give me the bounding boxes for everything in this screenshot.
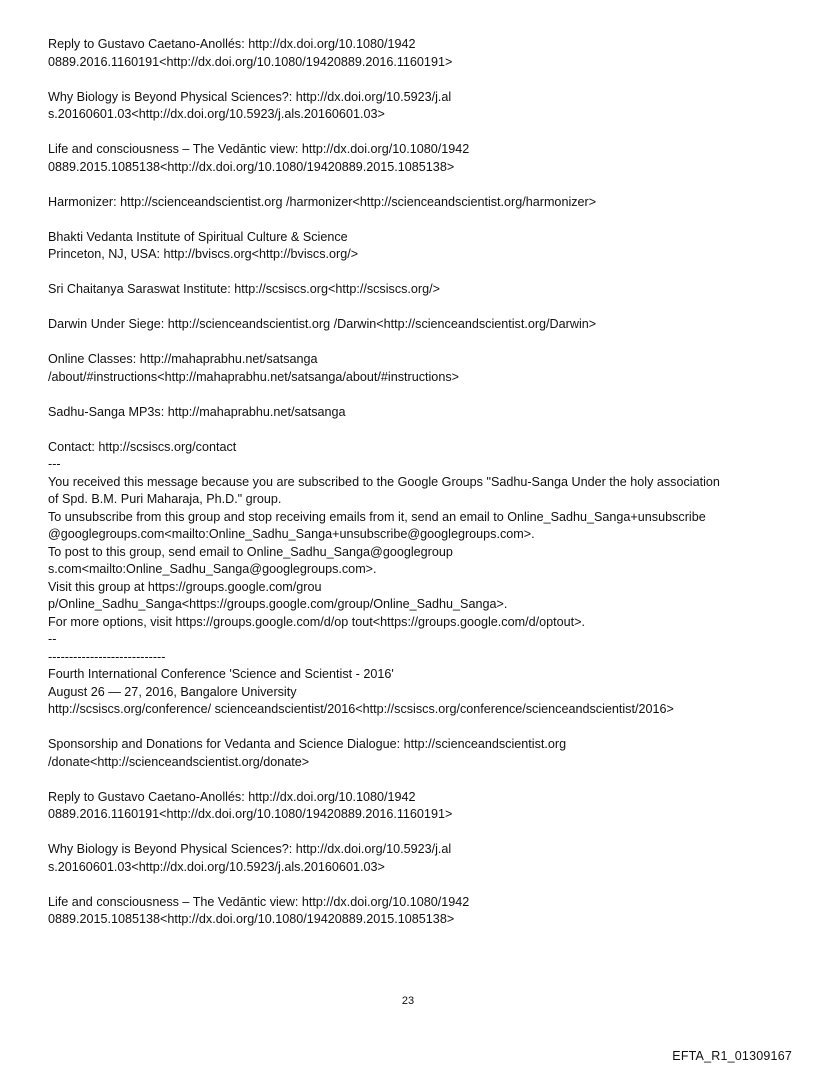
text-line: Reply to Gustavo Caetano-Anollés: http://dx.doi.org/10.1080/1942 xyxy=(48,789,416,804)
text-block xyxy=(48,281,788,299)
text-block xyxy=(48,404,788,422)
text-line: For more options, visit https://groups.google.com/d/op tout<https://groups.google.com/d/optout>. xyxy=(48,614,585,629)
text-line: Visit this group at https://groups.google.com/grou xyxy=(48,579,322,594)
text-line: To unsubscribe from this group and stop receiving emails from it, send an email to Online_Sadhu_Sanga+unsubscribe xyxy=(48,509,706,524)
text-line: You received this message because you are subscribed to the Google Groups "Sadhu-Sanga Under the holy association xyxy=(48,474,720,489)
text-line: To post to this group, send email to Online_Sadhu_Sanga@googlegroup xyxy=(48,544,453,559)
text-block xyxy=(48,36,788,71)
text-line: @googlegroups.com<mailto:Online_Sadhu_Sanga+unsubscribe@googlegroups.com>. xyxy=(48,527,535,541)
bates-number: EFTA_R1_01309167 xyxy=(672,1049,792,1063)
text-line: 0889.2016.1160191<http://dx.doi.org/10.1080/19420889.2016.1160191> xyxy=(48,54,453,69)
text-block xyxy=(48,351,788,386)
text-line: -- xyxy=(48,632,57,646)
text-line: s.20160601.03<http://dx.doi.org/10.5923/j.als.20160601.03> xyxy=(48,107,385,121)
text-line: p/Online_Sadhu_Sanga<https://groups.google.com/group/Online_Sadhu_Sanga>. xyxy=(48,597,508,611)
text-line: /about/#instructions<http://mahaprabhu.net/satsanga/about/#instructions> xyxy=(48,369,459,384)
text-line: Sponsorship and Donations for Vedanta and Science Dialogue: http://scienceandscientist.org xyxy=(48,737,567,751)
text-block xyxy=(48,89,788,124)
text-line: /donate<http://scienceandscientist.org/donate> xyxy=(48,754,310,769)
text-line: --- xyxy=(48,457,61,471)
text-line: Contact: http://scsiscs.org/contact xyxy=(48,439,237,454)
text-line: Why Biology is Beyond Physical Sciences?: http://dx.doi.org/10.5923/j.al xyxy=(48,842,452,856)
text-line: Reply to Gustavo Caetano-Anollés: http://dx.doi.org/10.1080/1942 xyxy=(48,37,416,51)
text-block xyxy=(48,141,788,176)
text-line: Life and consciousness – The Vedāntic view: http://dx.doi.org/10.1080/1942 xyxy=(48,894,470,909)
text-line: 0889.2015.1085138<http://dx.doi.org/10.1080/19420889.2015.1085138> xyxy=(48,912,455,926)
text-line: of Spd. B.M. Puri Maharaja, Ph.D." group. xyxy=(48,492,282,506)
page-number: 23 xyxy=(401,995,415,1007)
text-line: 0889.2015.1085138<http://dx.doi.org/10.1080/19420889.2015.1085138> xyxy=(48,159,455,174)
text-line: Darwin Under Siege: http://scienceandscientist.org /Darwin<http://scienceandscientist.org/Darwin> xyxy=(48,317,597,331)
text-line: Why Biology is Beyond Physical Sciences?: http://dx.doi.org/10.5923/j.al xyxy=(48,89,452,104)
text-line: Online Classes: http://mahaprabhu.net/satsanga xyxy=(48,352,318,366)
text-line: s.20160601.03<http://dx.doi.org/10.5923/j.als.20160601.03> xyxy=(48,859,385,874)
text-line: s.com<mailto:Online_Sadhu_Sanga@googlegroups.com>. xyxy=(48,562,377,576)
text-line: Princeton, NJ, USA: http://bviscs.org<http://bviscs.org/> xyxy=(48,247,359,261)
text-line: ---------------------------- xyxy=(48,649,166,664)
text-block xyxy=(48,894,788,929)
text-block xyxy=(48,439,788,719)
text-block xyxy=(48,736,788,771)
text-line: Harmonizer: http://scienceandscientist.org /harmonizer<http://scienceandscientist.org/harmonizer> xyxy=(48,194,597,209)
text-block xyxy=(48,229,788,264)
text-line: Fourth International Conference 'Science and Scientist - 2016' xyxy=(48,667,394,681)
text-block xyxy=(48,841,788,876)
text-line: Bhakti Vedanta Institute of Spiritual Culture & Science xyxy=(48,229,348,244)
email-body xyxy=(48,36,788,929)
text-block xyxy=(48,789,788,824)
text-line: Life and consciousness – The Vedāntic view: http://dx.doi.org/10.1080/1942 xyxy=(48,142,470,156)
text-line: August 26 — 27, 2016, Bangalore University xyxy=(48,684,297,699)
text-line: Sri Chaitanya Saraswat Institute: http://scsiscs.org<http://scsiscs.org/> xyxy=(48,282,440,296)
text-line: Sadhu-Sanga MP3s: http://mahaprabhu.net/satsanga xyxy=(48,404,346,419)
text-block xyxy=(48,194,788,212)
text-line: 0889.2016.1160191<http://dx.doi.org/10.1080/19420889.2016.1160191> xyxy=(48,807,453,821)
text-line: http://scsiscs.org/conference/ scienceandscientist/2016<http://scsiscs.org/conference/scienceandscientist/2016> xyxy=(48,702,674,716)
text-block xyxy=(48,316,788,334)
